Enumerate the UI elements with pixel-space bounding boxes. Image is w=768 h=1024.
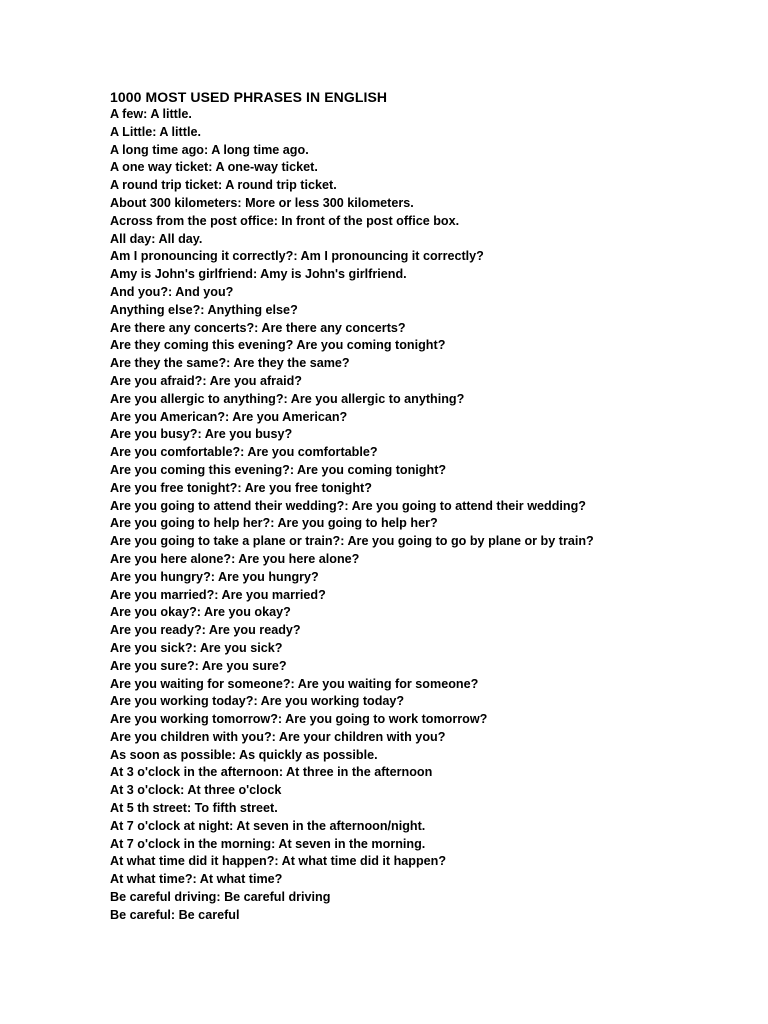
phrase-line: Are there any concerts?: Are there any concerts?	[110, 320, 406, 335]
phrase-line: Are you sure?: Are you sure?	[110, 658, 287, 673]
phrase-line: Are you working today?: Are you working today?	[110, 694, 405, 709]
phrase-line: Are you children with you?: Are your children with you?	[110, 729, 446, 744]
phrase-line: Are they coming this evening? Are you coming tonight?	[110, 338, 446, 353]
phrase-line: Are you going to take a plane or train?: Are you going to go by plane or by train?	[110, 534, 594, 549]
phrase-list	[110, 106, 750, 925]
phrase-line: Are you hungry?: Are you hungry?	[110, 569, 319, 584]
phrase-line: A Little: A little.	[110, 124, 201, 139]
document-title: 1000 MOST USED PHRASES IN ENGLISH	[110, 89, 388, 105]
phrase-line: Are you coming this evening?: Are you coming tonight?	[110, 462, 447, 477]
phrase-line: About 300 kilometers: More or less 300 kilometers.	[110, 195, 414, 210]
phrase-line: Are you going to help her?: Are you going to help her?	[110, 516, 438, 531]
phrase-line: Are they the same?: Are they the same?	[110, 356, 350, 371]
phrase-line: Are you afraid?: Are you afraid?	[110, 373, 302, 388]
phrase-line: Amy is John's girlfriend: Amy is John's girlfriend.	[110, 267, 407, 282]
phrase-line: Across from the post office: In front of the post office box.	[110, 213, 460, 228]
phrase-line: Are you free tonight?: Are you free tonight?	[110, 480, 372, 495]
phrase-line: At 7 o'clock in the morning: At seven in the morning.	[110, 836, 426, 851]
phrase-line: At what time?: At what time?	[110, 872, 283, 887]
phrase-line: At what time did it happen?: At what time did it happen?	[110, 854, 447, 869]
phrase-line: Are you okay?: Are you okay?	[110, 605, 291, 620]
phrase-line: Are you ready?: Are you ready?	[110, 623, 301, 638]
phrase-line: Be careful: Be careful	[110, 907, 240, 922]
phrase-line: At 5 th street: To fifth street.	[110, 801, 278, 816]
phrase-line: A round trip ticket: A round trip ticket.	[110, 178, 337, 193]
phrase-line: As soon as possible: As quickly as possible.	[110, 747, 378, 762]
document-body	[110, 88, 750, 925]
phrase-line: Are you busy?: Are you busy?	[110, 427, 293, 442]
phrase-line: Are you going to attend their wedding?: Are you going to attend their wedding?	[110, 498, 586, 513]
phrase-line: A one way ticket: A one-way ticket.	[110, 160, 318, 175]
phrase-line: Are you waiting for someone?: Are you waiting for someone?	[110, 676, 479, 691]
phrase-line: Are you allergic to anything?: Are you allergic to anything?	[110, 391, 465, 406]
phrase-line: Anything else?: Anything else?	[110, 302, 298, 317]
phrase-line: Are you American?: Are you American?	[110, 409, 348, 424]
phrase-line: Am I pronouncing it correctly?: Am I pronouncing it correctly?	[110, 249, 484, 264]
phrase-line: At 3 o'clock: At three o'clock	[110, 783, 282, 798]
phrase-line: Are you here alone?: Are you here alone?	[110, 551, 360, 566]
phrase-line: At 3 o'clock in the afternoon: At three in the afternoon	[110, 765, 433, 780]
phrase-line: Are you married?: Are you married?	[110, 587, 326, 602]
phrase-line: Are you sick?: Are you sick?	[110, 640, 283, 655]
phrase-line: Be careful driving: Be careful driving	[110, 890, 331, 905]
phrase-line: At 7 o'clock at night: At seven in the afternoon/night.	[110, 818, 426, 833]
phrase-line: Are you comfortable?: Are you comfortable?	[110, 445, 378, 460]
phrase-line: A long time ago: A long time ago.	[110, 142, 309, 157]
phrase-line: A few: A little.	[110, 107, 192, 121]
phrase-line: All day: All day.	[110, 231, 203, 246]
phrase-line: Are you working tomorrow?: Are you going to work tomorrow?	[110, 712, 488, 727]
phrase-line: And you?: And you?	[110, 284, 234, 299]
